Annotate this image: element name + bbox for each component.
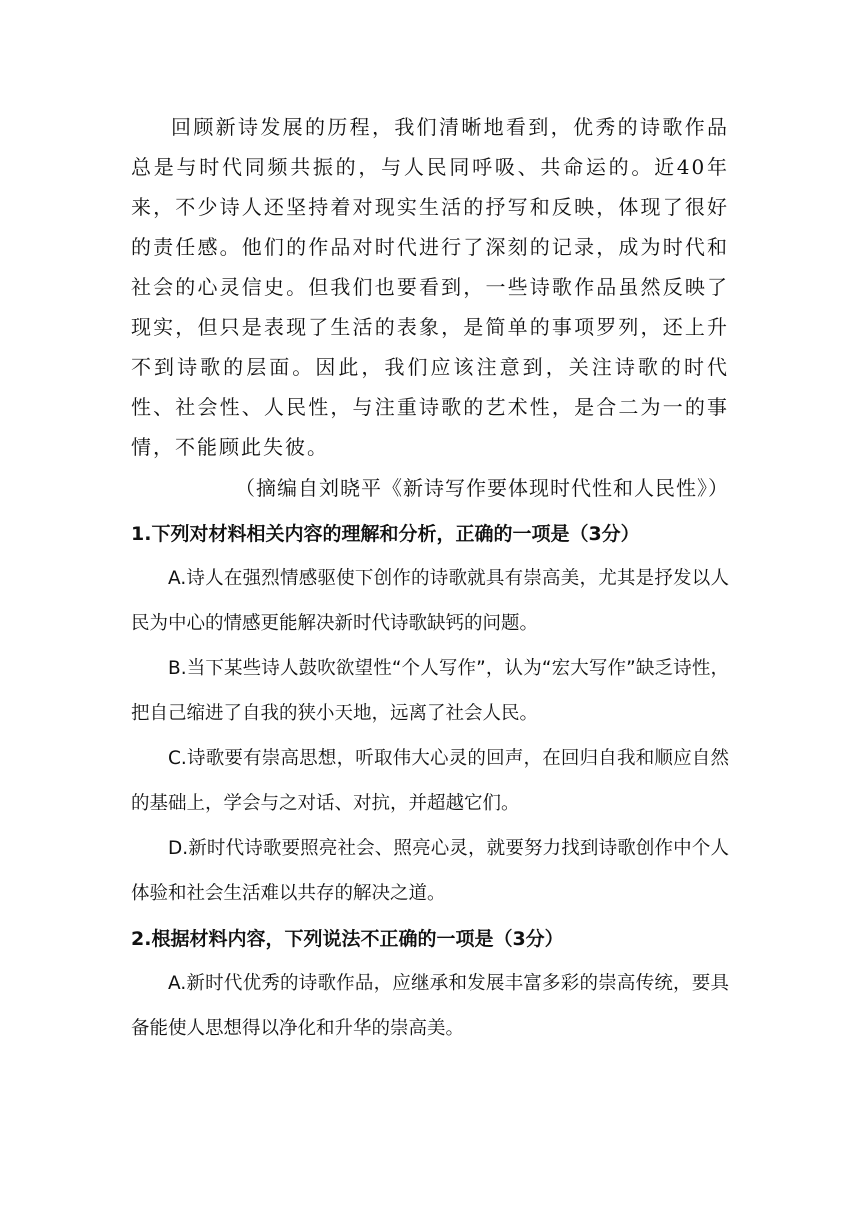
question-1-option-a: A.诗人在强烈情感驱使下创作的诗歌就具有崇高美，尤其是抒发以人民为中心的情感更能解决新时代诗歌缺钙的问题。 xyxy=(131,568,729,634)
question-1-option-b: B.当下某些诗人鼓吹欲望性“个人写作”，认为“宏大写作”缺乏诗性，把自己缩进了自我的狭小天地，远离了社会人民。 xyxy=(131,658,729,724)
question-1-option-d: D.新时代诗歌要照亮社会、照亮心灵，就要努力找到诗歌创作中个人体验和社会生活难以共存的解决之道。 xyxy=(131,838,729,904)
question-2-option-a: A.新时代优秀的诗歌作品，应继承和发展丰富多彩的崇高传统，要具备能使人思想得以净化和升华的崇高美。 xyxy=(131,973,729,1039)
passage-paragraph: 回顾新诗发展的历程，我们清晰地看到，优秀的诗歌作品总是与时代同频共振的，与人民同呼吸、共命运的。近40年来，不少诗人还坚持着对现实生活的抒写和反映，体现了很好的责任感。他们的作品对时代进行了深刻的记录，成为时代和社会的心灵信史。但我们也要看到，一些诗歌作品虽然反映了现实，但只是表现了生活的表象，是简单的事项罗列，还上升不到诗歌的层面。因此，我们应该注意到，关注诗歌的时代性、社会性、人民性，与注重诗歌的艺术性，是合二为一的事情，不能顾此失彼。 xyxy=(131,115,729,459)
question-1-stem: 1.下列对材料相关内容的理解和分析，正确的一项是（3分） xyxy=(131,523,640,545)
passage-source: （摘编自刘晓平《新诗写作要体现时代性和人民性》） xyxy=(235,476,729,500)
question-2-stem: 2.根据材料内容，下列说法不正确的一项是（3分） xyxy=(131,928,564,950)
question-1-option-c: C.诗歌要有崇高思想，听取伟大心灵的回声，在回归自我和顺应自然的基础上，学会与之对话、对抗，并超越它们。 xyxy=(131,748,729,814)
